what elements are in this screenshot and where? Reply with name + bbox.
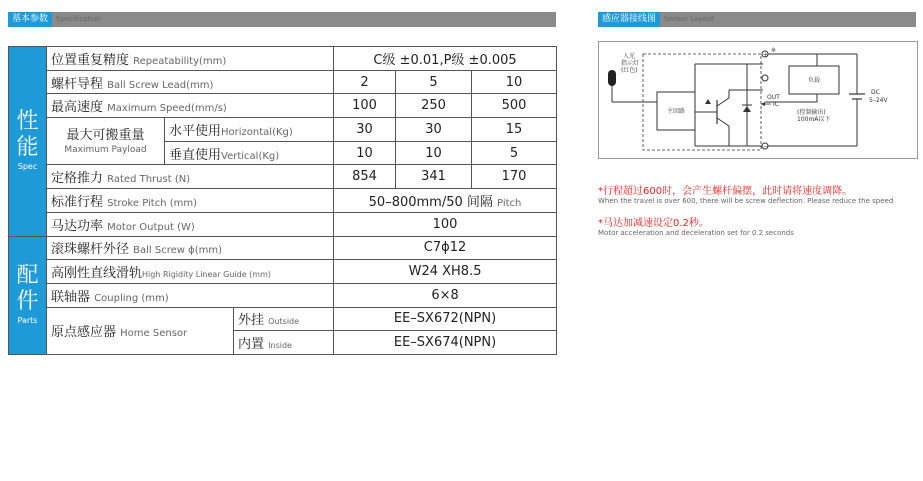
- vertical-value-2: 10: [396, 141, 472, 165]
- lamp-label: [621, 52, 641, 74]
- thrust-value-1: 854: [334, 165, 396, 189]
- table-row: [9, 212, 557, 236]
- repeatability-value: C级 ±0.01,P级 ±0.005: [334, 47, 557, 71]
- sensor-outside-label: [234, 307, 334, 331]
- label-cn: 滚珠螺杆外径: [51, 242, 130, 258]
- out-label: OUT: [767, 94, 780, 101]
- specification-header: [8, 12, 556, 27]
- vertical-value-1: 10: [334, 141, 396, 165]
- group-spec-cn2: 能: [16, 135, 39, 161]
- row-label-speed: [47, 94, 334, 118]
- row-label-lead: [47, 70, 334, 94]
- row-label-thrust: [47, 165, 334, 189]
- diode-icon: [743, 106, 751, 112]
- terminal-ic: [762, 75, 768, 81]
- label-cn: 马达功率: [51, 218, 104, 234]
- star-label: ※: [771, 47, 777, 54]
- row-label-repeatability: [47, 47, 334, 71]
- label-en: Outside: [268, 317, 300, 327]
- label-en: Stroke Pitch (mm): [107, 197, 198, 209]
- sensor-outside-value: EE–SX672(NPN): [334, 307, 557, 331]
- lead-value-3: 10: [472, 70, 557, 94]
- label-en: Repeatability(mm): [133, 55, 227, 67]
- note-acceleration-en: Motor acceleration and deceleration set for 0.2 seconds: [598, 229, 794, 237]
- label-cn: 最高速度: [51, 100, 104, 116]
- main-circuit-label: 主回路: [666, 108, 686, 115]
- label-en: Coupling (mm): [94, 292, 169, 304]
- diode-icon: [705, 99, 711, 104]
- dc-label: DC: [871, 89, 880, 96]
- speed-value-2: 250: [396, 94, 472, 118]
- row-label-payload: [47, 118, 165, 165]
- row-label-sensor: [47, 307, 234, 354]
- stroke-value-cn: 50–800mm/50 间隔: [368, 194, 493, 210]
- row-label-screw: [47, 236, 334, 260]
- note-travel: *行程超过600时，会产生螺杆偏摆，此时请将速度调降。: [598, 186, 853, 197]
- row-label-vertical: [165, 141, 334, 165]
- label-en: Maximum Speed(mm/s): [107, 103, 227, 115]
- label-cn: 原点感应器: [51, 325, 117, 341]
- label-cn: 位置重复精度: [51, 52, 130, 68]
- note-travel-en: When the travel is over 600, there will be screw deflection. Please reduce the speed: [598, 197, 894, 205]
- label-en: Ball Screw ϕ(mm): [133, 245, 223, 257]
- vertical-value-3: 5: [472, 141, 557, 165]
- indicator-lamp-icon: [608, 70, 616, 86]
- speed-value-1: 100: [334, 94, 396, 118]
- label-cn: 最大可搬重量: [66, 127, 145, 143]
- output-current: 100mA以下: [797, 116, 831, 123]
- motor-value: 100: [334, 212, 557, 236]
- table-row: [9, 283, 557, 307]
- wire: [717, 98, 729, 106]
- label-cn: 内置: [238, 337, 265, 353]
- label-en: Home Sensor: [120, 328, 188, 340]
- thrust-value-2: 341: [396, 165, 472, 189]
- group-parts-cn2: 件: [16, 289, 39, 315]
- load-label: 负载: [807, 77, 821, 84]
- screw-value: C7ϕ12: [334, 236, 557, 260]
- ic-arrowhead-icon: [761, 102, 765, 106]
- table-row: [9, 307, 557, 331]
- plus-label: +: [763, 51, 769, 59]
- group-spec-cn1: 性: [16, 109, 39, 135]
- sensor-layout-header: [598, 12, 916, 27]
- label-cn: 螺杆导程: [51, 76, 104, 92]
- minus-label: −: [763, 143, 769, 151]
- lead-value-2: 5: [396, 70, 472, 94]
- table-row: [9, 94, 557, 118]
- stroke-value-en: Pitch: [497, 197, 522, 209]
- label-en: Vertical(Kg): [221, 150, 280, 162]
- table-row: [9, 118, 557, 142]
- spec-header-cn: 基本参数: [8, 12, 52, 27]
- group-parts: [9, 236, 47, 354]
- sensor-inside-label: [234, 331, 334, 355]
- stroke-value: [334, 189, 557, 213]
- label-en: Inside: [268, 341, 292, 351]
- guide-value: W24 XH8.5: [334, 260, 557, 284]
- label-cn: 高刚性直线滑轨: [51, 266, 143, 282]
- sensor-inside-value: EE–SX674(NPN): [334, 331, 557, 355]
- coupling-value: 6×8: [334, 283, 557, 307]
- table-row: [9, 70, 557, 94]
- row-label-horizontal: [165, 118, 334, 142]
- label-en: Rated Thrust (N): [107, 174, 191, 186]
- lamp-line-2: 指示灯: [621, 60, 640, 67]
- group-parts-en: Parts: [17, 316, 38, 326]
- spec-header-en: Specification: [56, 15, 101, 23]
- group-parts-cn1: 配: [16, 263, 39, 289]
- spec-table: [8, 46, 557, 355]
- label-en: Ball Screw Lead(mm): [107, 79, 214, 91]
- label-en: High Rigidity Linear Guide (mm): [142, 270, 272, 280]
- row-label-guide: [47, 260, 334, 284]
- thrust-value-3: 170: [472, 165, 557, 189]
- row-label-motor: [47, 212, 334, 236]
- horizontal-value-1: 30: [334, 118, 396, 142]
- wiring-svg: [599, 42, 917, 158]
- sensor-header-cn: 感应器接线图: [598, 12, 660, 27]
- note-acceleration: *马达加减速设定0.2秒。: [598, 218, 709, 229]
- label-cn: 水平使用: [169, 123, 222, 139]
- row-label-stroke: [47, 189, 334, 213]
- label-en: Motor Output (W): [107, 221, 195, 233]
- label-en: Maximum Payload: [64, 144, 147, 155]
- wire: [717, 118, 729, 126]
- speed-value-3: 500: [472, 94, 557, 118]
- horizontal-value-2: 30: [396, 118, 472, 142]
- group-spec-en: Spec: [17, 162, 38, 172]
- lead-value-1: 2: [334, 70, 396, 94]
- label-cn: 垂直使用: [169, 147, 222, 163]
- table-row: [9, 260, 557, 284]
- table-row: [9, 47, 557, 71]
- label-en: Horizontal(Kg): [221, 126, 293, 138]
- label-cn: 联轴器: [51, 289, 91, 305]
- sensor-wiring-diagram: [598, 41, 918, 159]
- table-row: [9, 189, 557, 213]
- output-note: (控制输出): [797, 109, 826, 116]
- row-label-coupling: [47, 283, 334, 307]
- ic-label: IC: [773, 101, 779, 108]
- label-cn: 外挂: [238, 313, 265, 329]
- label-cn: 标准行程: [51, 194, 104, 210]
- table-row: [9, 236, 557, 260]
- horizontal-value-3: 15: [472, 118, 557, 142]
- group-spec: [9, 47, 47, 237]
- sensor-header-en: Sensor Layout: [664, 15, 715, 23]
- lamp-line-1: 入光: [623, 53, 636, 60]
- dc-range: 5–24V: [869, 97, 888, 104]
- table-row: [9, 165, 557, 189]
- label-cn: 定格推力: [51, 171, 104, 187]
- lamp-line-3: (红色): [621, 67, 638, 74]
